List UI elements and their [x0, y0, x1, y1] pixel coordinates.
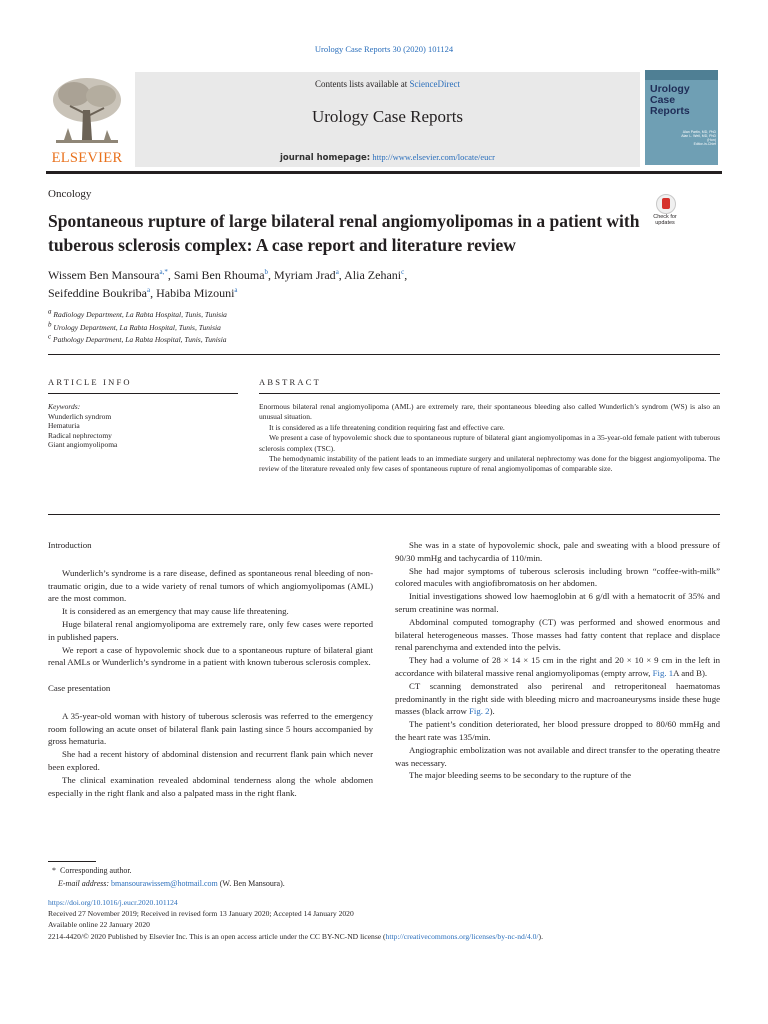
divider — [48, 393, 238, 394]
article-title: Spontaneous rupture of large bilateral renal angiomyolipomas in a patient with tuberous sclerosis complex: A case report and literature review — [48, 211, 640, 255]
abstract-body — [259, 402, 720, 475]
abstract-paragraph: It is considered as a life threatening condition requiring fast and effective care. — [269, 422, 505, 432]
section-label: Oncology — [48, 188, 92, 200]
affiliation: $^c$ Pathology Department, La Rabta Hospital, Tunis, Tunisia — [48, 332, 227, 344]
author-affiliation-marker[interactable]: a — [234, 286, 238, 294]
body-paragraph: She had major symptoms of tuberous sclerosis including brown “coffee-with-milk” colored macules with angiofibromatosis on her abdomen. — [395, 565, 720, 589]
affiliation: $^b$ Urology Department, La Rabta Hospital, Tunis, Tunisia — [48, 320, 221, 332]
author-name[interactable]: Sami Ben Rhouma — [173, 268, 265, 282]
keyword[interactable]: Radical nephrectomy — [48, 430, 112, 440]
bookmark-icon — [662, 198, 670, 209]
body-paragraph: Angiographic embolization was not available and direct transfer to the operating theatre was necessary. — [395, 744, 720, 768]
sciencedirect-link[interactable]: ScienceDirect — [409, 79, 460, 89]
license-line: 2214-4420/© 2020 Published by Elsevier Inc. This is an open access article under the CC BY-NC-ND license (http://creativecommons.org/licenses/by-nc-nd/4.0/). — [48, 931, 543, 941]
body-paragraph: A 35-year-old woman with history of tuberous sclerosis was referred to the emergency room following an acute onset of bilateral flank pain lasting since 5 hours accompanied by gross hematuria. — [48, 710, 373, 747]
author-name[interactable]: Myriam Jrad — [274, 268, 336, 282]
keywords — [48, 402, 238, 450]
email-link[interactable]: bmansourawissem@hotmail.com — [111, 878, 218, 888]
author-name[interactable]: Seifeddine Boukriba — [48, 286, 147, 300]
keyword[interactable]: Wunderlich syndrom — [48, 411, 112, 421]
divider — [259, 393, 720, 394]
affiliations — [48, 309, 648, 347]
keyword[interactable]: Giant angiomyolipoma — [48, 440, 118, 449]
body-paragraph: The patient’s condition deteriorated, her blood pressure dropped to 80/60 mmHg and the heart rate was 135/min. — [395, 719, 720, 742]
journal-citation[interactable]: Urology Case Reports 30 (2020) 101124 — [314, 44, 454, 54]
author-affiliation-marker[interactable]: b — [264, 268, 269, 276]
contents-line — [135, 79, 640, 89]
figure-1-link[interactable]: Fig. 1 — [652, 667, 674, 678]
left-column — [48, 539, 373, 799]
author-affiliation-marker[interactable]: a — [146, 286, 151, 294]
body-paragraph: Huge bilateral renal angiomyolipoma are extremely rare, only few cases were reported in published papers. — [48, 618, 373, 642]
author-name[interactable]: Alia Zehani — [344, 268, 402, 282]
author-affiliation-marker[interactable]: c — [401, 268, 405, 276]
publication-info — [48, 897, 728, 942]
article-info-heading: ARTICLE INFO — [48, 377, 132, 387]
keywords-label: Keywords: — [48, 402, 81, 411]
divider — [48, 354, 720, 355]
journal-cover-thumbnail[interactable] — [645, 70, 718, 165]
right-column — [395, 539, 720, 782]
cover-top-strip — [645, 70, 718, 80]
abstract-paragraph: The hemodynamic instability of the patient leads to an immediate surgery and unilateral nephrectomy was done for the biggest angiomyolipoma. The review of the literature revealed only few cases of spontaneous rupture of renal angiomyolipomas of comparable size. — [259, 454, 720, 474]
check-updates-label: Check for updates — [653, 214, 677, 226]
section-heading-introduction: Introduction — [48, 540, 92, 550]
footnotes — [48, 865, 720, 890]
body-paragraph: We report a case of hypovolemic shock due to a spontaneous rupture of bilateral giant renal AMLs or Wunderlich’s syndrome in a patient with known tuberous sclerosis complex. — [48, 644, 373, 668]
homepage-line — [135, 152, 640, 163]
footnote-divider — [48, 861, 96, 862]
license-link[interactable]: http://creativecommons.org/licenses/by-nc-nd/4.0/ — [385, 931, 539, 941]
homepage-link[interactable]: http://www.elsevier.com/locate/eucr — [372, 152, 496, 162]
cover-title-line: Reports — [650, 105, 690, 117]
header-rule — [46, 171, 722, 174]
doi-link[interactable]: https://doi.org/10.1016/j.eucr.2020.101124 — [48, 898, 178, 907]
author-affiliation-marker[interactable]: a,* — [159, 268, 168, 276]
abstract-heading: ABSTRACT — [259, 377, 321, 387]
author-name[interactable]: Habiba Mizouni — [156, 286, 235, 300]
body-paragraph: Wunderlich’s syndrome is a rare disease, defined as spontaneous renal bleeding of non-traumatic origin, due to a wide variety of renal tumors of which angiomyolipomas (AML) are the most common. — [48, 567, 373, 604]
body-paragraph: It is considered as an emergency that may cause life threatening. — [62, 606, 289, 617]
available-online: Available online 22 January 2020 — [48, 920, 150, 930]
body-paragraph: She had a recent history of abdominal distension and recurrent flank pain which never been explored. — [48, 749, 373, 772]
author-list: Wissem Ben Mansoura$^{a,*}$, Sami Ben Rhouma$^b$, Myriam Jrad$^a$, Alia Zehani$^c$, Seifeddine Boukriba$^a$, Habiba Mizouni$^a$ — [48, 268, 408, 300]
cover-title-line: Case — [650, 94, 676, 106]
body-paragraph: Initial investigations showed low haemoglobin at 6 g/dl with a hematocrit of 35% and serum creatinine was normal. — [395, 591, 720, 614]
body-paragraph: CT scanning demonstrated also perirenal and retroperitoneal haematomas predominantly in the right side with bleeding micro and macroaneurysms inside these huge masses (black arrow Fig. 2). — [395, 680, 720, 717]
body-paragraph: The major bleeding seems to be secondary to the rupture of the — [409, 770, 632, 781]
elsevier-wordmark: ELSEVIER — [51, 150, 123, 166]
author-affiliation-marker[interactable]: a — [335, 268, 339, 276]
cover-title — [650, 84, 716, 117]
contents-prefix: Contents lists available at — [315, 79, 410, 89]
journal-title: Urology Case Reports — [311, 107, 464, 126]
body-paragraph: She was in a state of hypovolemic shock, pale and sweating with a blood pressure of 90/30 mmHg and tachycardia of 110/min. — [395, 540, 720, 563]
abstract-paragraph: Enormous bilateral renal angiomyolipoma (AML) are extremely rare, their spontaneous bleeding also called Wunderlich’s syndrom (WS) is also an unusual situation. — [259, 402, 720, 422]
homepage-label: journal homepage: — [279, 153, 371, 163]
check-for-updates-button[interactable] — [647, 194, 683, 232]
section-heading-case-presentation: Case presentation — [48, 682, 111, 693]
cover-title-line: Urology — [650, 83, 690, 95]
received-dates: Received 27 November 2019; Received in revised form 13 January 2020; Accepted 14 January 2020 — [48, 909, 354, 919]
body-paragraph: They had a volume of 28 × 14 × 15 cm in the right and 20 × 10 × 9 cm in the left in accordance with bilateral massive renal angiomyolipomas (empty arrow, Fig. 1A and B). — [395, 655, 720, 678]
email-note: E-mail address: bmansourawissem@hotmail.com (W. Ben Mansoura). — [58, 878, 285, 888]
figure-2-link[interactable]: Fig. 2 — [469, 706, 490, 717]
author-name[interactable]: Wissem Ben Mansoura — [48, 268, 160, 282]
body-paragraph: Abdominal computed tomography (CT) was performed and showed enormous and bilateral heterogeneous masses. Those masses had fatty content that replace and displace renal parenchyma and extended into the pelvis. — [395, 616, 720, 653]
affiliation: $^a$ Radiology Department, La Rabta Hospital, Tunis, Tunisia — [48, 307, 227, 319]
corresponding-author-note: * Corresponding author. — [52, 866, 132, 875]
body-paragraph: The clinical examination revealed abdominal tenderness along the whole abdomen especially in the right flank and also a palpated mass in the right flank. — [48, 774, 373, 798]
keyword[interactable]: Hematuria — [48, 421, 80, 430]
abstract-paragraph: We present a case of hypovolemic shock due to spontaneous rupture of bilateral giant angiomyolipomas in a 35-year-old female patient with tuberous sclerosis complex (TSC). — [259, 433, 720, 453]
check-updates-icon — [656, 194, 676, 214]
divider — [48, 514, 720, 515]
cover-editors: Alan Partin, MD, PhD Alan L. Weil, MD, PhD (Hon) Editor-in-Chief — [681, 130, 716, 146]
